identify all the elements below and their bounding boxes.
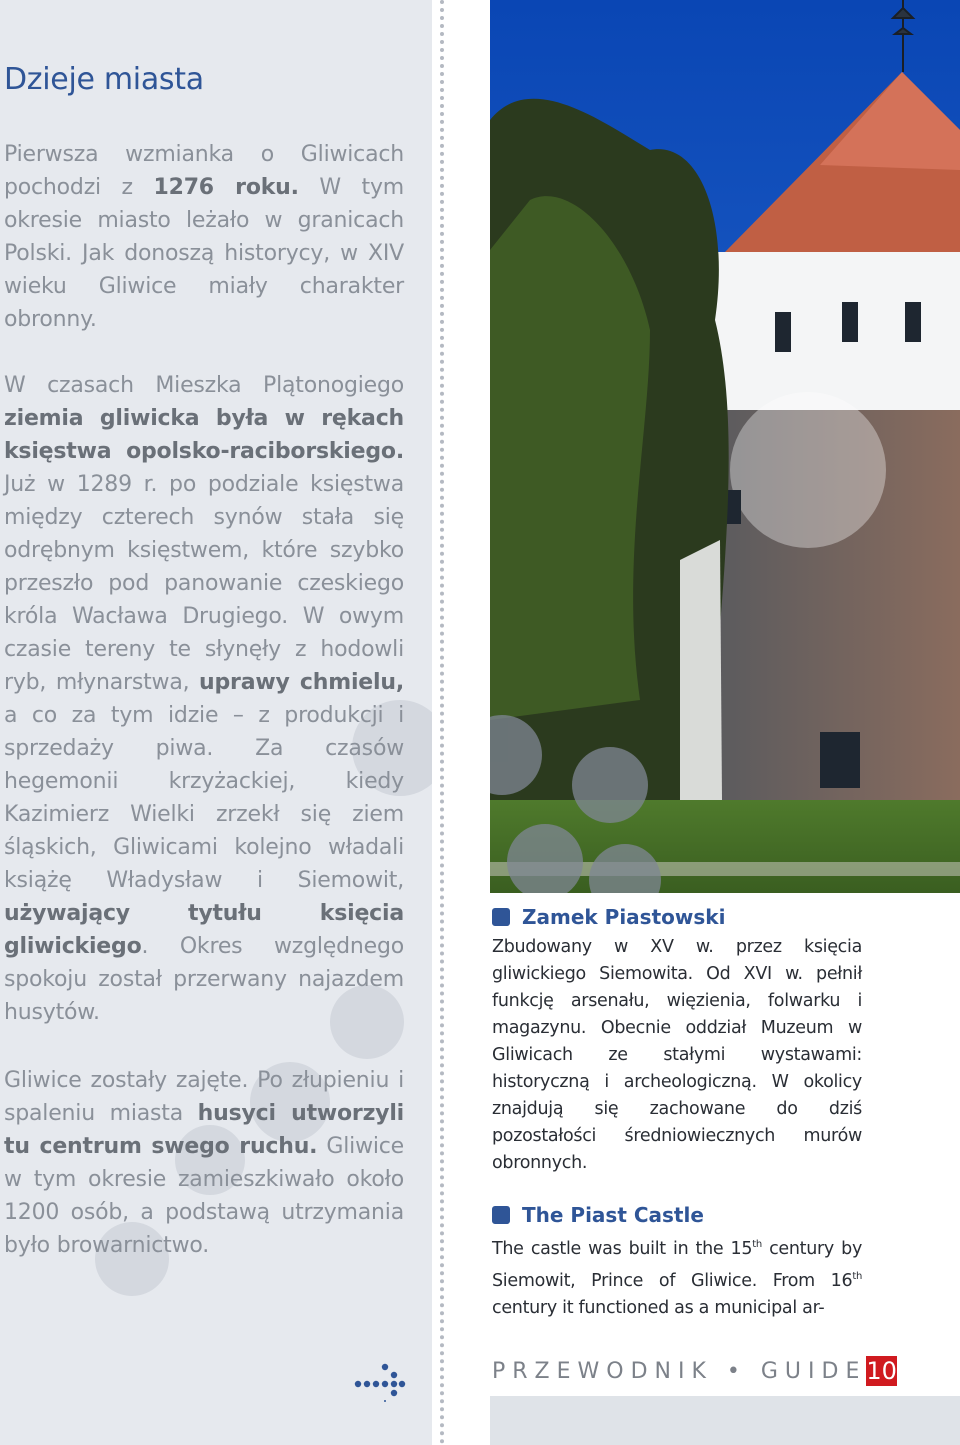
bottom-bar [490,1396,960,1445]
text-run: W czasach Mieszka Plątonogiego [4,373,404,398]
bold-run: 1276 roku. [153,175,299,200]
paragraph-1 [4,138,404,336]
bold-run: ziemia gliwicka była w rękach księstwa opolsko-raciborskiego. [4,406,404,464]
text-run: The castle was built in the 15 [492,1238,753,1259]
superscript: th [752,1239,762,1250]
page-number: 10 [866,1357,897,1385]
text-run: century it functioned as a municipal ar- [492,1297,825,1318]
page-footer [492,1356,897,1386]
bold-run: używający tytułu księcia gliwickiego [4,901,404,959]
text-run: Już w 1289 r. po podziale księstwa między czterech synów stała się odrębnym księstwem, które szybko przeszło pod panowanie czeskiego króla Wacława Drugiego. W owym czasie tereny te słynęły z hodowli ryb, młynarstwa, [4,472,404,695]
dotted-divider [440,0,444,1445]
pl-caption-heading [492,905,725,929]
en-caption-heading [492,1203,704,1227]
pl-caption-heading-text: Zamek Piastowski [522,905,726,929]
guide-label: PRZEWODNIK • GUIDE [492,1358,867,1384]
superscript: th [852,1270,862,1282]
text-run: Pierwsza wzmianka o Gliwicach pochodzi z [4,142,404,200]
text-run: . Okres względnego spokoju został przerwany najazdem husytów. [4,934,404,1025]
bold-run: uprawy chmielu, [199,670,404,695]
square-bullet-icon [492,1206,510,1224]
text-run: Gliwice zostały zajęte. Po złupieniu i spaleniu miasta [4,1068,404,1126]
text-run: century by Siemowit, Prince of Gliwice. From 16 [492,1238,863,1291]
left-text-panel [0,0,432,1445]
castle-photo [490,0,960,893]
en-caption-text [492,1231,862,1322]
en-caption-heading-text: The Piast Castle [522,1203,704,1227]
dotted-arrow-right-icon [354,1360,406,1402]
square-bullet-icon [492,908,510,926]
text-run: Gliwice w tym okresie zamieszkiwało około 1200 osób, a podstawą utrzymania było browarnictwo. [4,1134,404,1258]
section-heading: Dzieje miasta [4,62,204,97]
pl-caption-text: Zbudowany w XV w. przez księcia gliwickiego Siemowita. Od XVI w. pełnił funkcję arsenału, więzienia, folwarku i magazynu. Obecnie oddział Muzeum w Gliwicach ze stałymi wystawami: historyczną i archeologiczną. W okolicy znajdują się zachowane do dziś pozostałości średniowiecznych murów obronnych. [492,937,862,1173]
bold-run: husyci utworzyli tu centrum swego ruchu. [4,1101,405,1159]
text-run: a co za tym idzie – z produkcji i sprzedaży piwa. Za czasów hegemonii krzyżackiej, kiedy Kazimierz Wielki zrzekł się ziem śląskich, Gliwicami kolejno władali książę Władysław i Siemowit, [4,703,404,893]
text-run: W tym okresie miasto leżało w granicach Polski. Jak donoszą historycy, w XIV wieku Gliwice miały charakter obronny. [4,175,404,332]
paragraph-2 [4,369,404,1029]
paragraph-3 [4,1064,404,1262]
